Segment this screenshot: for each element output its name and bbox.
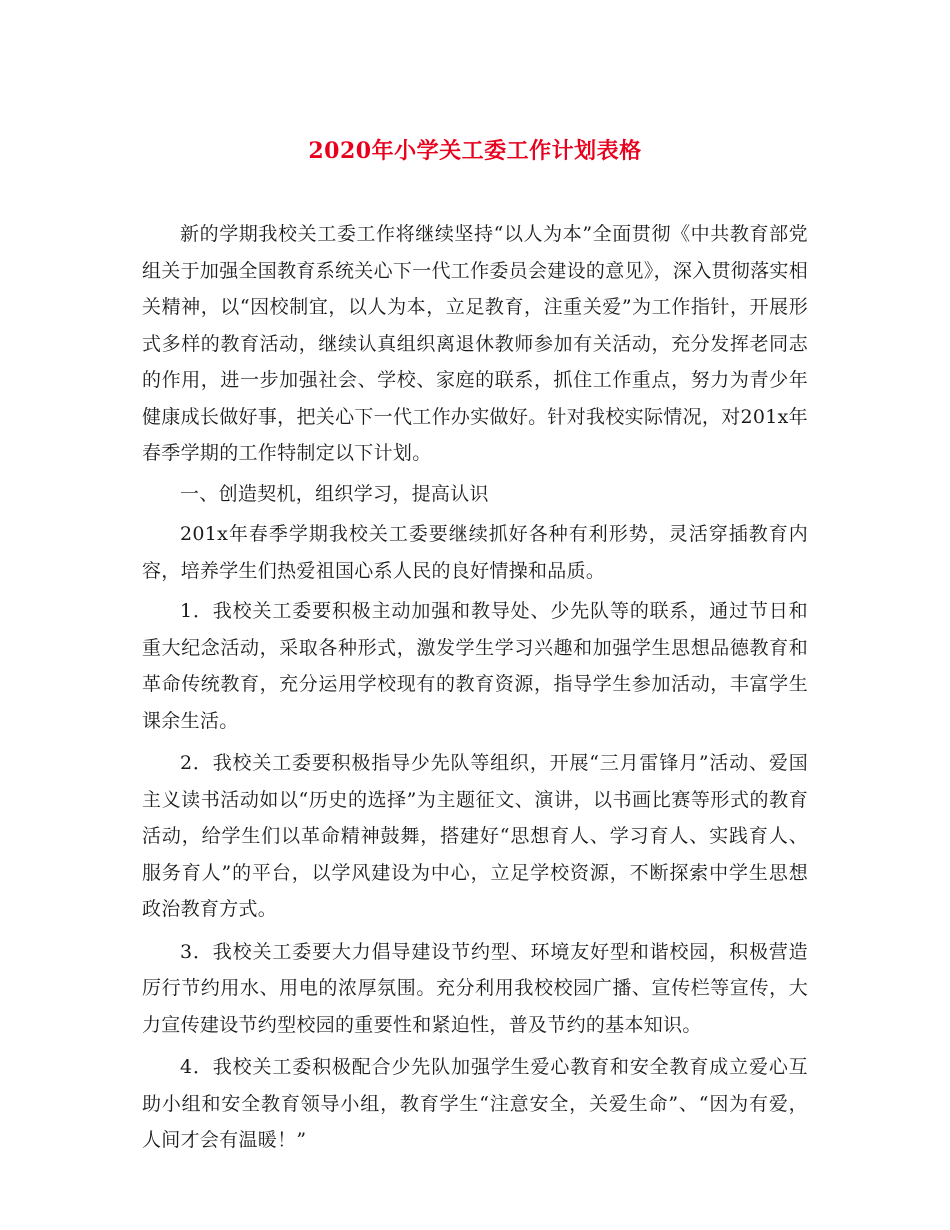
list-item-2: 2．我校关工委要积极指导少先队等组织，开展“三月雷锋月”活动、爱国主义读书活动如以“历史的选择”为主题征文、演讲，以书画比赛等形式的教育活动，给学生们以革命精神鼓舞，搭建好“思想育人、学习育人、实践育人、服务育人”的平台，以学风建设为中心，立足学校资源，不断探索中学生思想政治教育方式。 xyxy=(142,752,808,920)
list-item-4: 4．我校关工委积极配合少先队加强学生爱心教育和安全教育成立爱心互助小组和安全教育领导小组，教育学生“注意安全，关爱生命”、“因为有爱，人间才会有温暖！” xyxy=(142,1056,808,1151)
section-paragraph: 201x年春季学期我校关工委要继续抓好各种有利形势，灵活穿插教育内容，培养学生们热爱祖国心系人民的良好情操和品质。 xyxy=(142,523,808,582)
list-item-1: 1．我校关工委要积极主动加强和教导处、少先队等的联系，通过节日和重大纪念活动，采取各种形式，激发学生学习兴趣和加强学生思想品德教育和革命传统教育，充分运用学校现有的教育资源，指导学生参加活动，丰富学生课余生活。 xyxy=(142,600,808,732)
document-body xyxy=(142,216,808,1165)
list-item-3: 3．我校关工委要大力倡导建设节约型、环境友好型和谐校园，积极营造厉行节约用水、用电的浓厚氛围。充分利用我校校园广播、宣传栏等宣传，大力宣传建设节约型校园的重要性和紧迫性，普及节约的基本知识。 xyxy=(142,940,808,1036)
intro-paragraph: 新的学期我校关工委工作将继续坚持“以人为本”全面贯彻《中共教育部党组关于加强全国教育系统关心下一代工作委员会建设的意见》，深入贯彻落实相关精神，以“因校制宜，以人为本，立足教育，注重关爱”为工作指针，开展形式多样的教育活动，继续认真组织离退休教师参加有关活动，充分发挥老同志的作用，进一步加强社会、学校、家庭的联系，抓住工作重点，努力为青少年健康成长做好事，把关心下一代工作办实做好。针对我校实际情况，对201x年春季学期的工作特制定以下计划。 xyxy=(142,223,809,464)
section-heading: 一、创造契机，组织学习，提高认识 xyxy=(180,482,489,505)
document-title: 2020年小学关工委工作计划表格 xyxy=(308,138,642,164)
